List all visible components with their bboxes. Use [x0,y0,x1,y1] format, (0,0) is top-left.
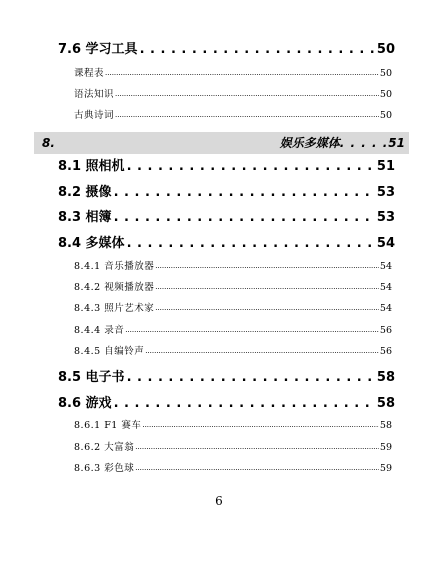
chapter-title-group [280,132,405,154]
toc-entry[interactable] [74,323,392,339]
toc-entry-page: 58 [376,396,395,411]
toc-entry-label: 8.4.1 音乐播放器 [74,261,155,272]
dot-leader [125,322,379,338]
toc-entry-page: 58 [379,420,392,431]
toc-entry-page: 51 [376,159,395,174]
toc-entry-label: 8.4.2 视频播放器 [74,282,155,293]
chapter-number: 8. [42,136,55,150]
toc-entry[interactable] [58,183,395,203]
toc-entry-label: 8.4.4 录音 [74,325,125,336]
page-number: 6 [215,494,223,508]
dot-leader [127,368,375,388]
toc-entry[interactable] [74,461,392,477]
toc-entry-label: 8.6.2 大富翁 [74,442,135,453]
dot-leader [114,183,375,203]
dot-leader [140,40,375,60]
toc-entry-label: 古典诗词 [74,110,115,121]
toc-entry-label: 8.4 多媒体 [58,236,125,251]
toc-entry[interactable] [58,394,395,414]
toc-entry-page: 50 [379,110,392,121]
toc-entry-label: 8.6 游戏 [58,396,112,411]
toc-entry[interactable] [58,368,395,388]
toc-entry[interactable] [74,344,392,360]
toc-entry-label: 7.6 学习工具 [58,42,138,57]
toc-entry-page: 50 [379,68,392,79]
toc-entry[interactable] [74,418,392,434]
dot-leader [127,157,375,177]
chapter-dot-leader: . . . . . [339,136,389,150]
toc-entry-label: 8.3 相簿 [58,210,112,225]
toc-entry-page: 54 [379,282,392,293]
dot-leader [127,234,375,254]
toc-entry[interactable] [74,259,392,275]
dot-leader [135,439,379,455]
dot-leader [105,65,379,81]
toc-entry-label: 8.1 照相机 [58,159,125,174]
dot-leader [155,300,379,316]
toc-entry-label: 8.6.3 彩色球 [74,463,135,474]
toc-entry[interactable] [74,301,392,317]
toc-entry[interactable] [74,280,392,296]
dot-leader [155,279,379,295]
toc-entry-label: 8.5 电子书 [58,370,125,385]
toc-entry[interactable] [58,40,395,60]
toc-entry-page: 50 [376,42,395,57]
dot-leader [114,208,375,228]
toc-entry-page: 53 [376,185,395,200]
toc-entry[interactable] [74,66,392,82]
toc-entry-page: 58 [376,370,395,385]
chapter-title: 娱乐多媒体 [279,136,340,150]
toc-entry-page: 53 [376,210,395,225]
toc-entry-label: 课程表 [74,68,105,79]
toc-entry-page: 54 [376,236,395,251]
toc-entry-page: 56 [379,346,392,357]
toc-entry[interactable] [74,87,392,103]
toc-entry-label: 8.4.5 自编铃声 [74,346,145,357]
toc-entry-label: 8.6.1 F1 赛车 [74,420,142,431]
chapter-heading[interactable] [34,132,409,154]
toc-entry-page: 50 [379,89,392,100]
dot-leader [145,343,379,359]
toc-entry-label: 8.2 摄像 [58,185,112,200]
toc-entry-label: 8.4.3 照片艺术家 [74,303,155,314]
dot-leader [155,258,379,274]
toc-entry-label: 语法知识 [74,89,115,100]
dot-leader [114,394,375,414]
toc-entry-page: 54 [379,261,392,272]
dot-leader [135,460,379,476]
toc-entry-page: 54 [379,303,392,314]
dot-leader [142,417,379,433]
toc-entry[interactable] [58,234,395,254]
toc-entry[interactable] [74,108,392,124]
dot-leader [115,86,379,102]
dot-leader [115,107,379,123]
toc-entry[interactable] [58,157,395,177]
toc-entry-page: 59 [379,442,392,453]
toc-entry-page: 56 [379,325,392,336]
chapter-page: 51 [388,136,405,150]
toc-entry[interactable] [58,208,395,228]
toc-entry-page: 59 [379,463,392,474]
toc-entry[interactable] [74,440,392,456]
